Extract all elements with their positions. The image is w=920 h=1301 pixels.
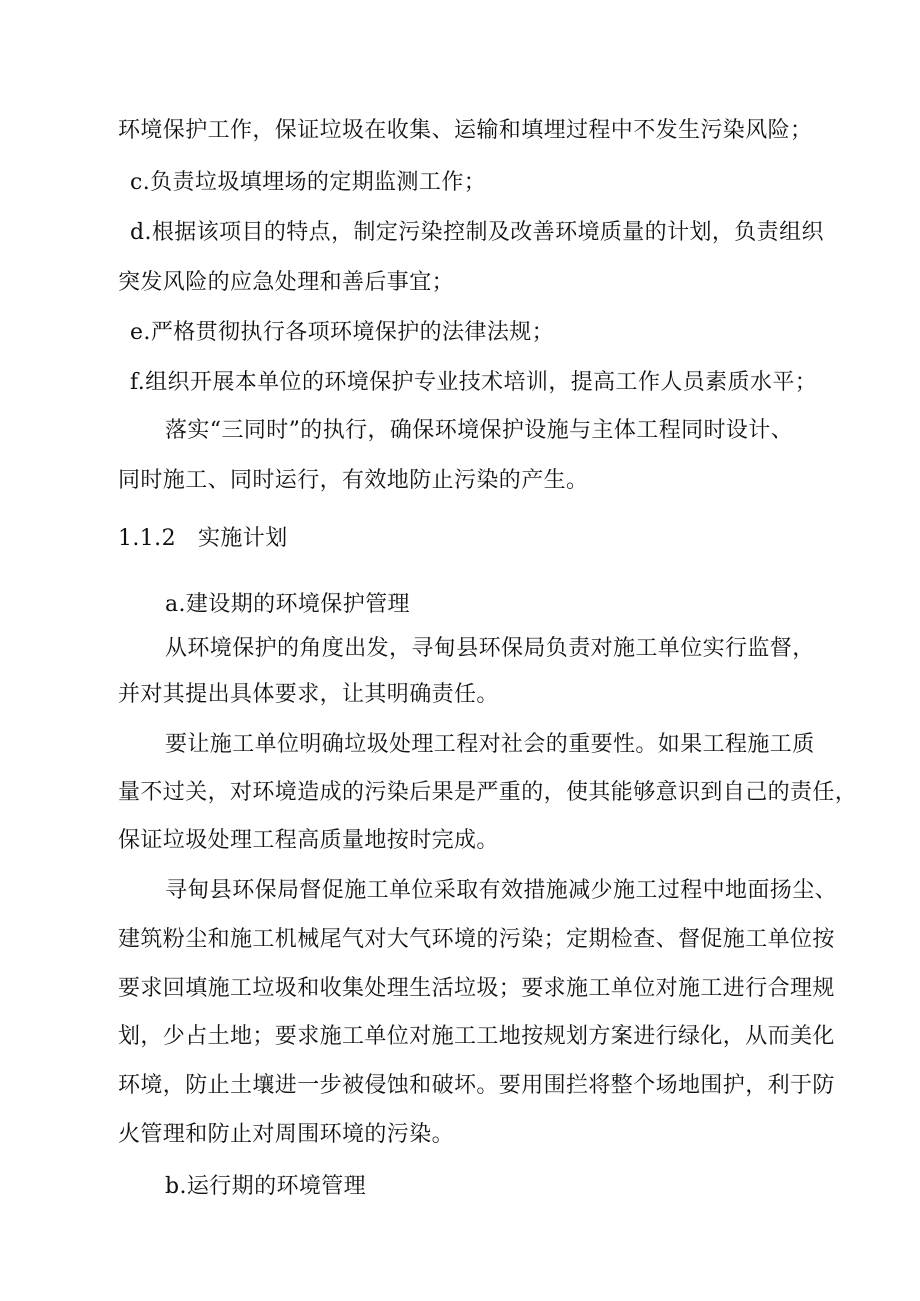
section-number: 1.1.2	[118, 526, 176, 551]
paragraph-line: 建筑粉尘和施工机械尾气对大气环境的污染；定期检查、督促施工单位按	[118, 927, 835, 952]
list-item-e: e.严格贯彻执行各项环境保护的法律法规；	[130, 320, 555, 345]
paragraph-line: 量不过关，对环境造成的污染后果是严重的，使其能够意识到自己的责任，	[118, 780, 858, 805]
paragraph-line: 同时施工、同时运行，有效地防止污染的产生。	[118, 468, 589, 493]
subsection-heading-a: a.建设期的环境保护管理	[165, 592, 410, 617]
paragraph-line: 环境保护工作，保证垃圾在收集、运输和填埋过程中不发生污染风险；	[118, 118, 813, 143]
list-item-d: d.根据该项目的特点，制定污染控制及改善环境质量的计划，负责组织	[130, 220, 824, 245]
paragraph-line: 火管理和防止对周围环境的污染。	[118, 1122, 455, 1147]
paragraph-line: 并对其提出具体要求，让其明确责任。	[118, 682, 499, 707]
paragraph-line: 保证垃圾处理工程高质量地按时完成。	[118, 828, 499, 853]
list-item-f: f.组织开展本单位的环境保护专业技术培训，提高工作人员素质水平；	[130, 370, 818, 395]
paragraph-line: 突发风险的应急处理和善后事宜；	[118, 270, 455, 295]
paragraph-line: 要求回填施工垃圾和收集处理生活垃圾；要求施工单位对施工进行合理规	[118, 976, 835, 1001]
paragraph-line: 寻甸县环保局督促施工单位采取有效措施减少施工过程中地面扬尘、	[165, 878, 838, 903]
subsection-heading-b: b.运行期的环境管理	[165, 1174, 367, 1199]
list-item-c: c.负责垃圾填埋场的定期监测工作；	[130, 170, 487, 195]
paragraph-line: 划，少占土地；要求施工单位对施工工地按规划方案进行绿化，从而美化	[118, 1024, 835, 1049]
paragraph-line: 落实“三同时”的执行，确保环境保护设施与主体工程同时设计、	[165, 418, 794, 443]
paragraph-line: 从环境保护的角度出发，寻甸县环保局负责对施工单位实行监督，	[165, 636, 815, 661]
paragraph-line: 环境，防止土壤进一步被侵蚀和破坏。要用围拦将整个场地围护，利于防	[118, 1073, 835, 1098]
section-title: 实施计划	[198, 526, 288, 551]
paragraph-line: 要让施工单位明确垃圾处理工程对社会的重要性。如果工程施工质	[165, 732, 815, 757]
